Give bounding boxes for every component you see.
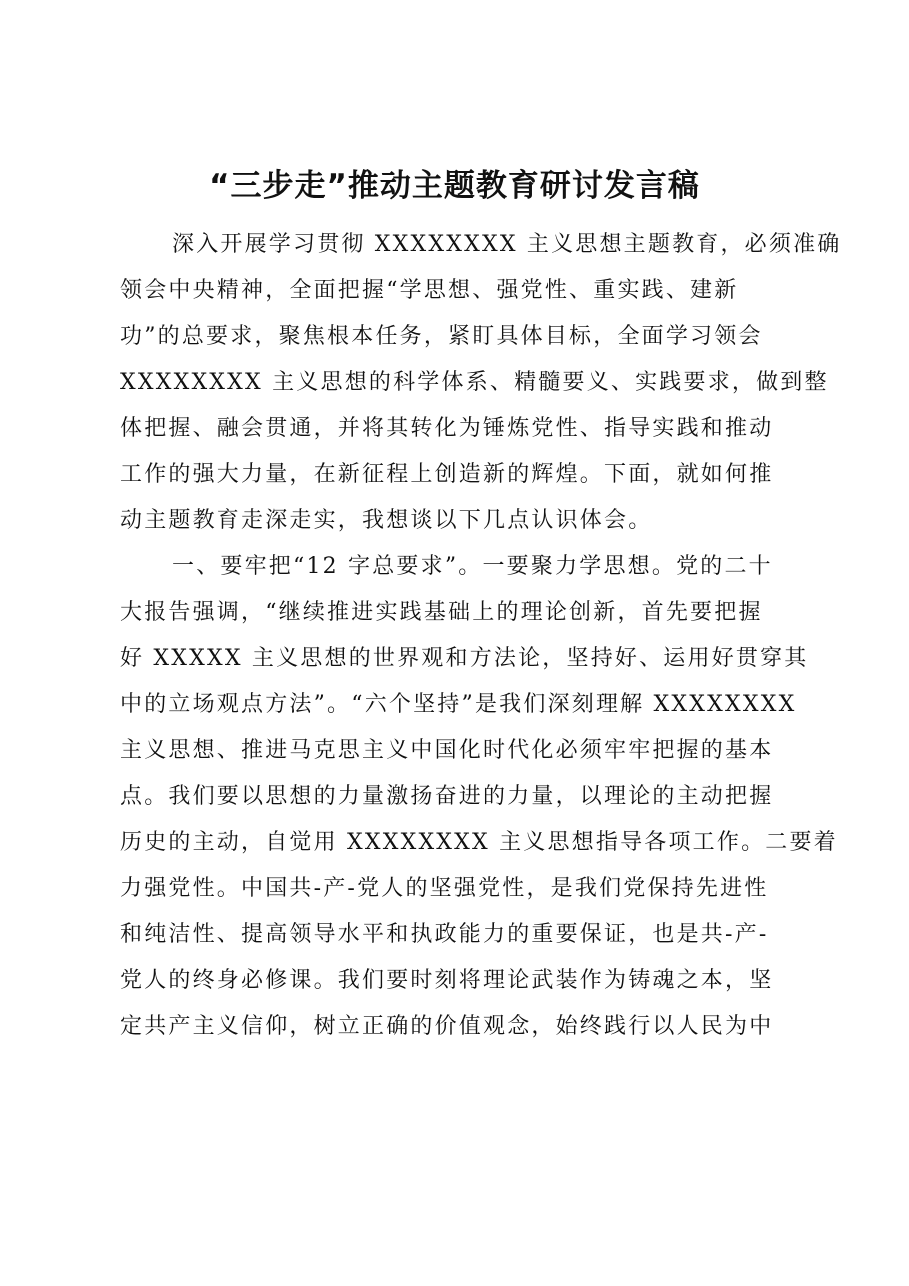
paragraph-line: 一、要牢把“12 字总要求”。一要聚力学思想。党的二十 — [172, 554, 773, 579]
paragraph-line: 大报告强调，“继续推进实践基础上的理论创新，首先要把握 — [120, 600, 763, 625]
paragraph-line: 体把握、融会贯通，并将其转化为锤炼党性、指导实践和推动 — [120, 416, 774, 441]
paragraph-line: 好 XXXXX 主义思想的世界观和方法论，坚持好、运用好贯穿其 — [120, 646, 809, 671]
paragraph-line: 工作的强大力量，在新征程上创造新的辉煌。下面，就如何推 — [120, 462, 774, 487]
paragraph-line: 力强党性。中国共-产-党人的坚强党性，是我们党保持先进性 — [120, 876, 769, 901]
paragraph-line: 功”的总要求，聚焦根本任务，紧盯具体目标，全面学习领会 — [120, 324, 763, 349]
paragraph-line: 领会中央精神，全面把握“学思想、强党性、重实践、建新 — [120, 278, 739, 303]
document-body — [120, 222, 842, 1050]
paragraph-line: 党人的终身必修课。我们要时刻将理论武装作为铸魂之本，坚 — [120, 968, 774, 993]
paragraph-line: 动主题教育走深走实，我想谈以下几点认识体会。 — [120, 508, 653, 533]
paragraph-line: 深入开展学习贯彻 XXXXXXXX 主义思想主题教育，必须准确 — [172, 232, 842, 257]
paragraph-line: 主义思想、推进马克思主义中国化时代化必须牢牢把握的基本 — [120, 738, 774, 763]
paragraph-line: 定共产主义信仰，树立正确的价值观念，始终践行以人民为中 — [120, 1014, 774, 1039]
paragraph-line: 中的立场观点方法”。“六个坚持”是我们深刻理解 XXXXXXXX — [120, 692, 797, 717]
paragraph-line: 点。我们要以思想的力量激扬奋进的力量，以理论的主动把握 — [120, 784, 774, 809]
paragraph-line: 和纯洁性、提高领导水平和执政能力的重要保证，也是共-产- — [120, 922, 769, 947]
document-title: “三步走”推动主题教育研讨发言稿 — [209, 168, 700, 204]
paragraph-line: XXXXXXXX 主义思想的科学体系、精髓要义、实践要求，做到整 — [120, 370, 829, 395]
paragraph-line: 历史的主动，自觉用 XXXXXXXX 主义思想指导各项工作。二要着 — [120, 830, 838, 855]
